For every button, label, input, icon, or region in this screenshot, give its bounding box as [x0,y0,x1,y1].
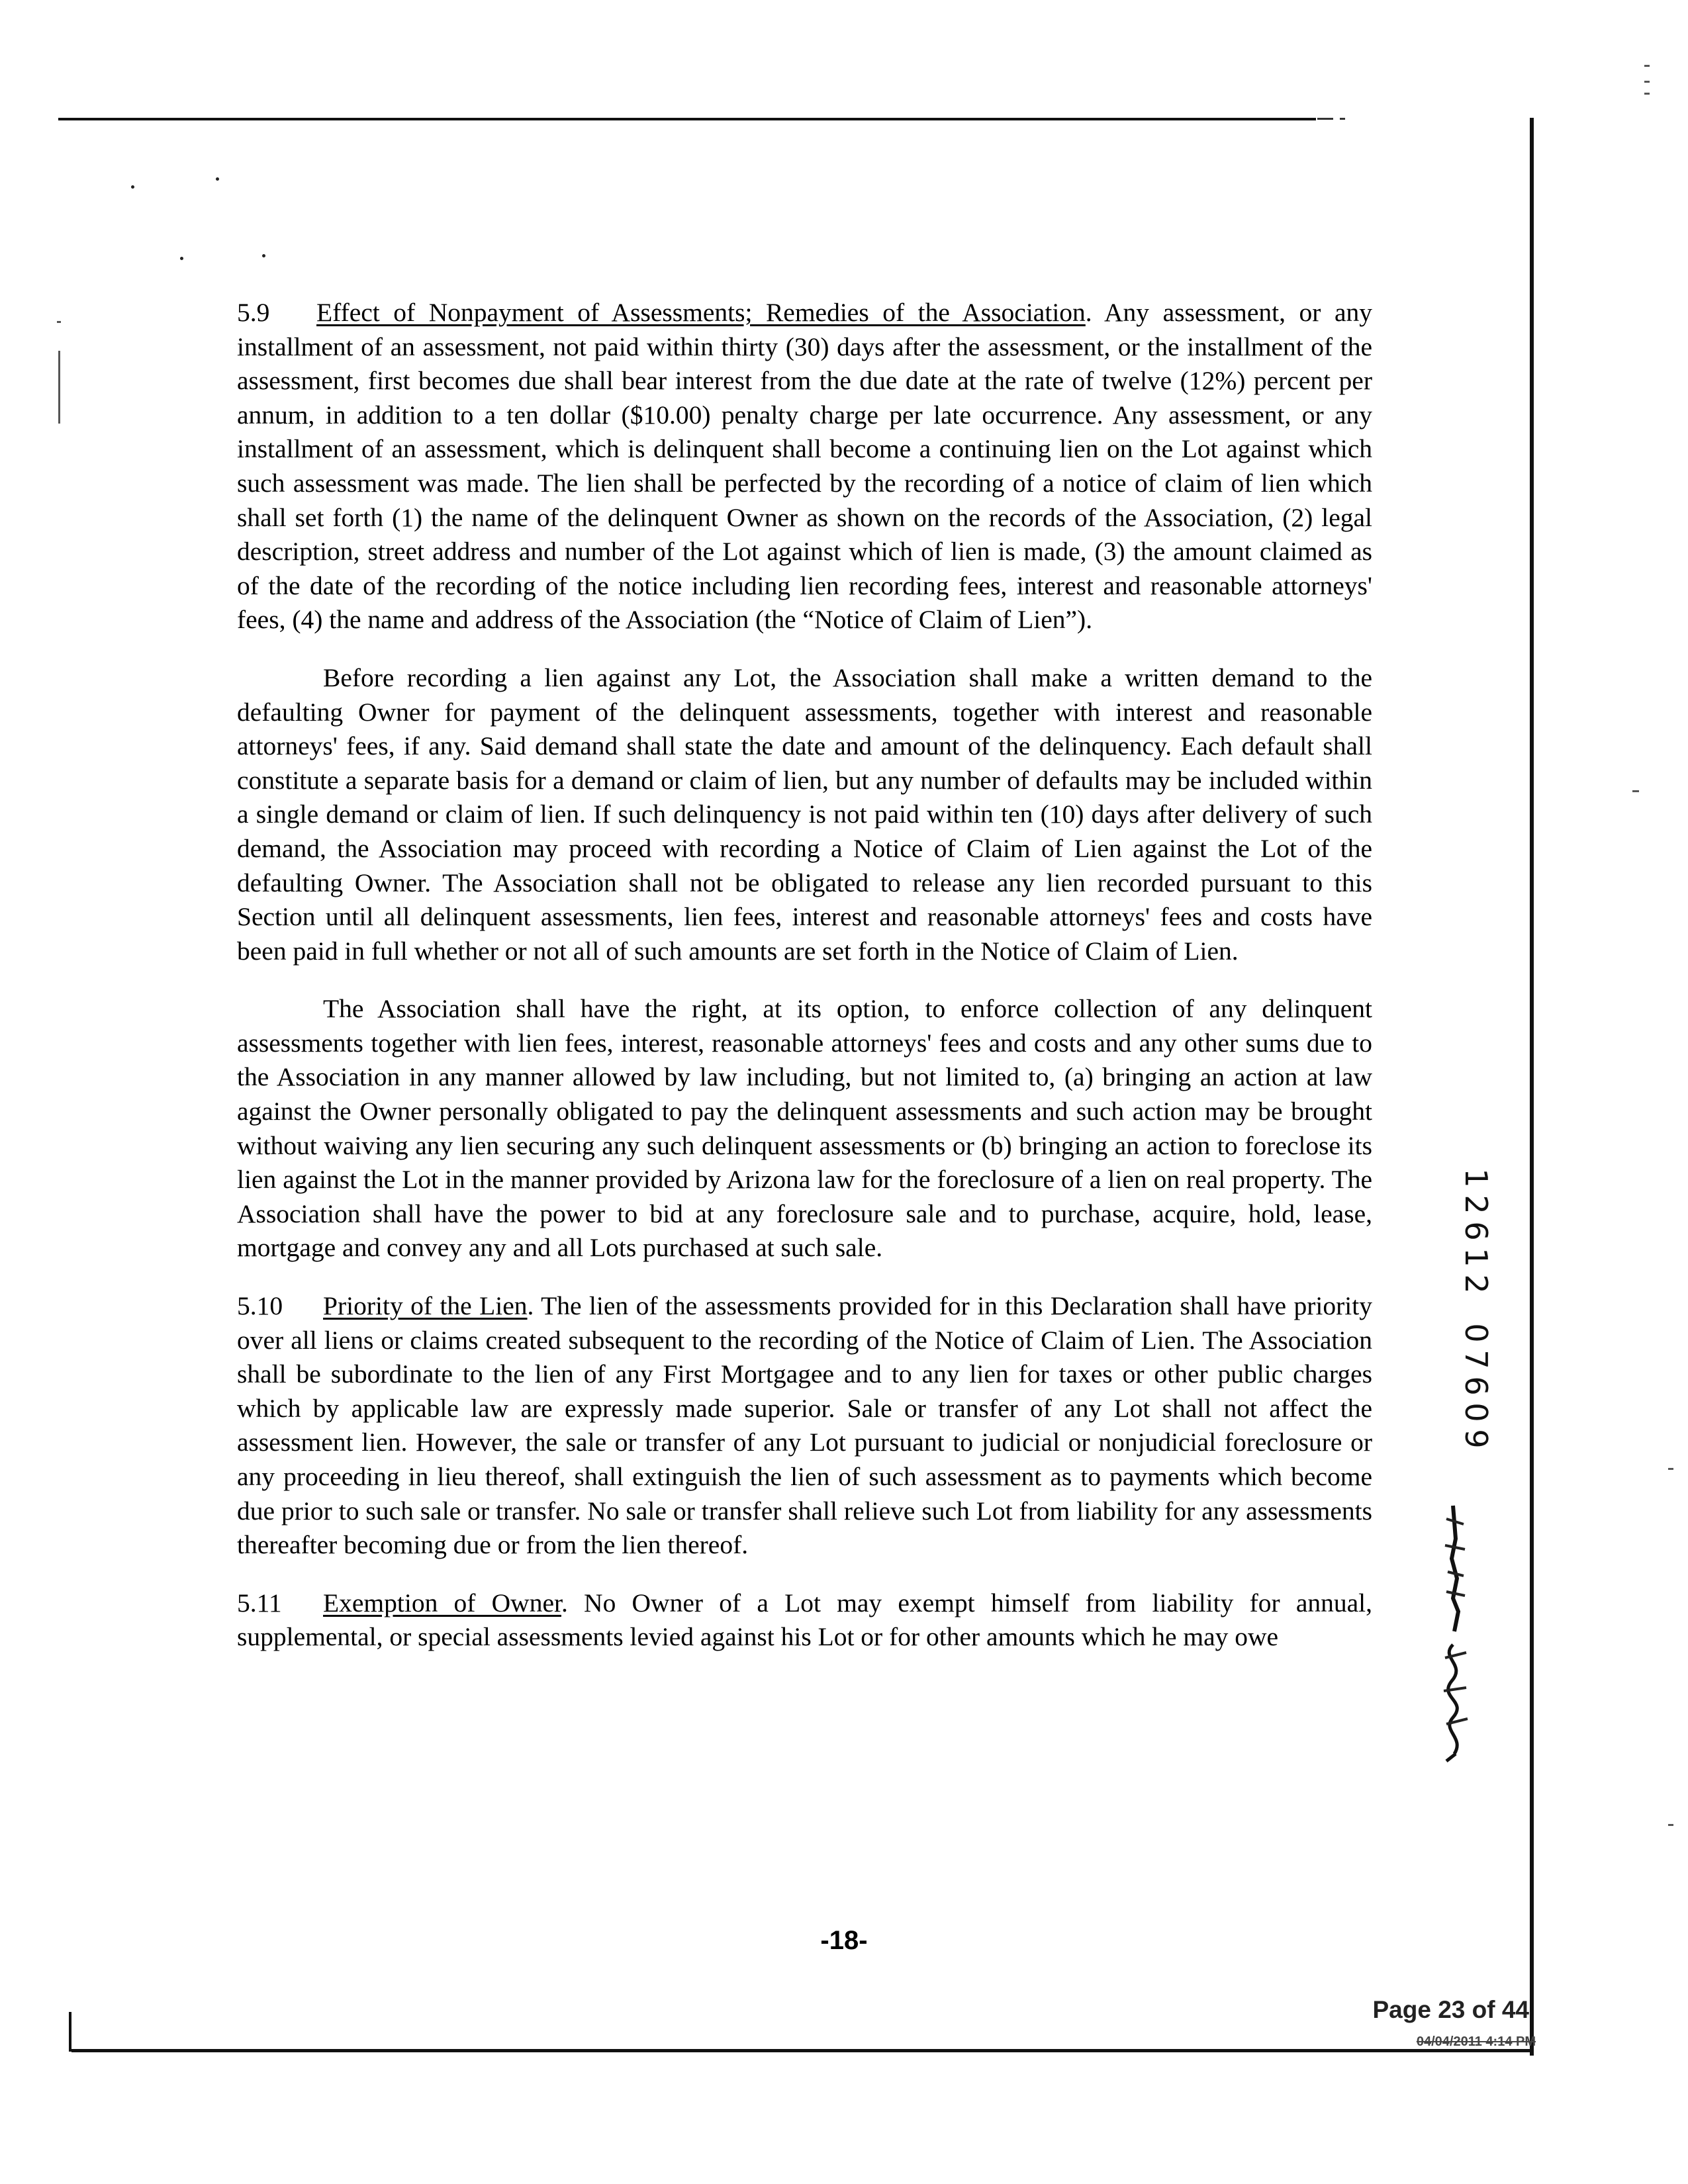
recording-digit: 1 [1458,1248,1494,1267]
scan-speck [216,177,219,181]
print-timestamp: 04/04/2011 4:14 PM [1416,2034,1536,2049]
section-text: . No Owner of a Lot may exempt himself from liability for annual, supplemental, or special assessments levied against his Lot or for other amounts which he may owe [237,1588,1373,1652]
top-rule-dash [1317,118,1333,120]
section-text: . Any assessment, or any installment of an assessment, not paid within thirty (30) days after the assessment, or the installment of the assessment, first becomes due shall bear interest from the due date at the rate of twelve (12%) percent per annum, in addition to a ten dollar ($10.00) penalty charge per late occurrence. Any assessment, or any installment of an assessment, which is delinquent shall become a continuing lien on the Lot against which such assessment was made. The lien shall be perfected by the recording of a notice of claim of lien which shall set forth (1) the name of the delinquent Owner as shown on the records of the Association, (2) legal description, street address and number of the Lot against which of lien is made, (3) the amount claimed as of the date of the recording of the notice including lien recording fees, interest and reasonable attorneys' fees, (4) the name and address of the Association (the “Notice of Claim of Lien”). [237,298,1372,635]
scan-edge-mark [1644,81,1650,83]
scan-edge-mark [1632,790,1639,792]
recording-digit: 9 [1458,1429,1494,1449]
scan-edge-mark [1668,1468,1673,1470]
recording-digit: 6 [1458,1376,1494,1396]
top-rule [58,118,1316,120]
scan-edge-mark [58,351,60,424]
right-border [1530,118,1534,2056]
scan-edge-mark [1644,93,1650,95]
paragraph-enforcement: The Association shall have the right, at its option, to enforce collection of any delinquent assessments together with lien fees, interest, reasonable attorneys' fees and costs and any other sums due to the Association in any manner allowed by law including, but not limited to, (a) bringing an action at law against the Owner personally obligated to pay the delinquent assessments and such action may be brought without waiving any lien securing any such delinquent assessments or (b) bringing an action to foreclose its lien against the Lot in the manner provided by Arizona law for the foreclosure of a lien on real property. The Association shall have the power to bid at any foreclosure sale and to purchase, acquire, hold, lease, mortgage and convey any and all Lots purchased at such sale. [237,994,1372,1263]
signature [1427,1499,1486,1764]
section-number: 5.9 [237,298,270,327]
scan-edge-mark [57,321,61,323]
section-5-9 [237,296,1372,637]
document-body [237,296,1372,1678]
scan-edge-mark [1668,1824,1673,1826]
top-rule-dash [1340,118,1345,120]
scan-speck [131,185,134,189]
recording-digit: 6 [1458,1221,1494,1241]
page-number: -18- [820,1926,868,1955]
section-text: . The lien of the assessments provided for in this Declaration shall have priority over all liens or claims created subsequent to the recording of the Notice of Claim of Lien. The Association shall be subordinate to the lien of any First Mortgagee and to any lien for taxes or other public charges which by applicable law are expressly made superior. Sale or transfer of any Lot shall not affect the assessment lien. However, the sale or transfer of any Lot pursuant to judicial or nonjudicial foreclosure or any proceeding in lieu thereof, shall extinguish the lien of such assessment as to payments which become due prior to such sale or transfer. No sale or transfer shall relieve such Lot from liability for any assessments thereafter becoming due or from the lien thereof. [237,1291,1372,1560]
recording-digit: 2 [1458,1274,1494,1294]
recording-digit: 0 [1458,1323,1494,1343]
section-title: Exemption of Owner [323,1588,561,1617]
scan-edge-mark [1644,65,1650,67]
section-title: Priority of the Lien [323,1291,528,1321]
section-number: 5.11 [237,1588,282,1617]
page-counter: Page 23 of 44 [1372,1996,1529,2023]
recording-digit: 1 [1458,1168,1494,1188]
section-title: Effect of Nonpayment of Assessments; Remedies of the Association [316,298,1086,327]
left-border [69,2012,71,2052]
section-5-10 [237,1289,1372,1563]
section-5-11 [237,1586,1372,1655]
scan-speck [180,257,183,260]
recording-digit: 2 [1458,1195,1494,1214]
recording-number [1456,1165,1496,1452]
section-number: 5.10 [237,1291,283,1321]
paragraph-lien-demand: Before recording a lien against any Lot, the Association shall make a written demand to the defaulting Owner for payment of the delinquent assessments, together with interest and reasonable attorneys' fees, if any. Said demand shall state the date and amount of the delinquency. Each default shall constitute a separate basis for a demand or claim of lien, but any number of defaults may be included within a single demand or claim of lien. If such delinquency is not paid within ten (10) days after delivery of such demand, the Association may proceed with recording a Notice of Claim of Lien against the Lot of the defaulting Owner. The Association shall not be obligated to release any lien recorded pursuant to this Section until all delinquent assessments, lien fees, interest and reasonable attorneys' fees and costs have been paid in full whether or not all of such amounts are set forth in the Notice of Claim of Lien. [237,662,1372,966]
bottom-rule [71,2049,1533,2052]
recording-digit: 0 [1458,1402,1494,1422]
scan-speck [262,254,265,257]
recording-digit: 7 [1458,1349,1494,1369]
